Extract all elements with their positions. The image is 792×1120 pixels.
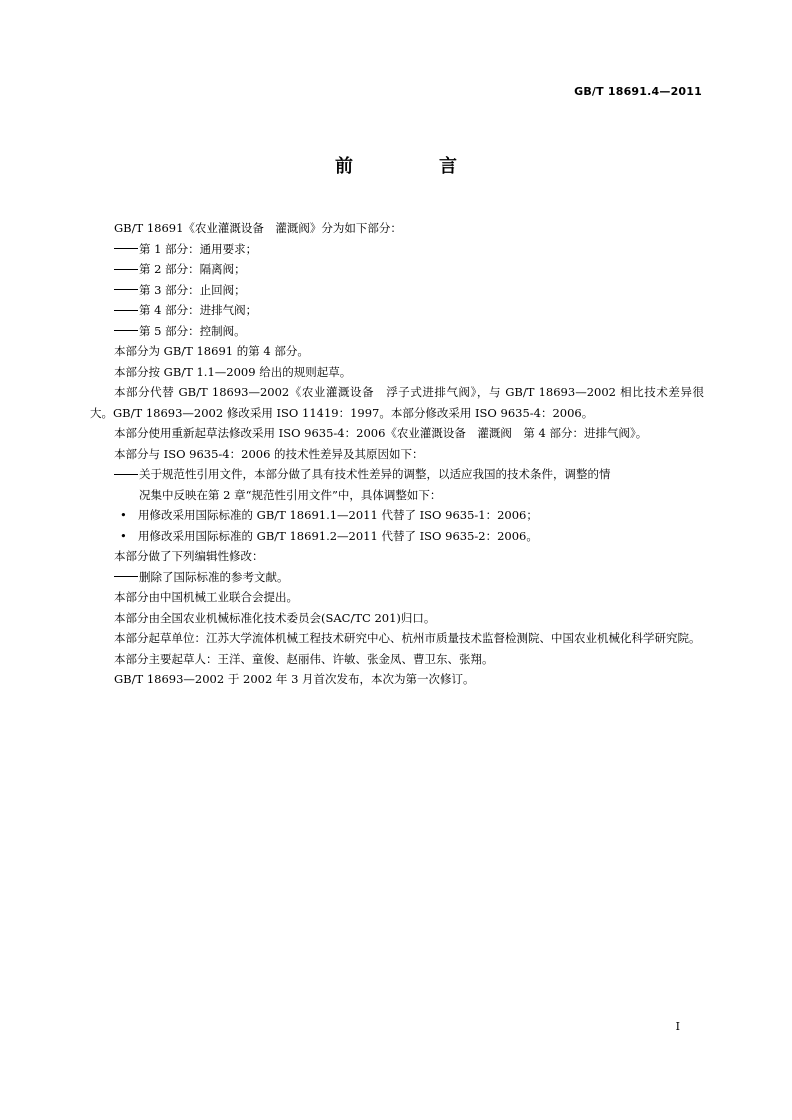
paragraph: 本部分主要起草人：王洋、童俊、赵丽伟、许敏、张金凤、曹卫东、张翔。 bbox=[114, 651, 494, 666]
dash-mark bbox=[114, 310, 138, 311]
dash-mark bbox=[114, 248, 138, 249]
page-title: 前 言 bbox=[335, 156, 491, 177]
bullet-mark: • bbox=[120, 508, 127, 522]
paragraph: 本部分起草单位：江苏大学流体机械工程技术研究中心、杭州市质量技术监督检测院、中国农业机械化科学研究院。 bbox=[114, 631, 701, 645]
paragraph: 本部分使用重新起草法修改采用 ISO 9635-4：2006《农业灌溉设备 灌溉阀 第 4 部分：进排气阀》。 bbox=[114, 426, 648, 440]
paragraph: GB/T 18691《农业灌溉设备 灌溉阀》分为如下部分： bbox=[114, 221, 402, 235]
list-item: 第 2 部分：隔离阀； bbox=[90, 259, 704, 280]
bullet-mark: • bbox=[120, 528, 127, 543]
paragraph: 本部分做了下列编辑性修改： bbox=[114, 549, 264, 563]
list-item: 第 5 部分：控制阀。 bbox=[90, 321, 704, 342]
list-item: 第 4 部分：进排气阀； bbox=[90, 300, 704, 321]
paragraph: 本部分与 ISO 9635-4：2006 的技术性差异及其原因如下： bbox=[114, 446, 424, 461]
dash-mark bbox=[114, 576, 138, 577]
standard-number: GB/T 18691.4—2011 bbox=[574, 85, 702, 98]
page-number: I bbox=[675, 1020, 680, 1033]
dash-mark bbox=[114, 330, 138, 331]
paragraph: GB/T 18693—2002 于 2002 年 3 月首次发布，本次为第一次修订。 bbox=[114, 672, 475, 686]
paragraph: 本部分按 GB/T 1.1—2009 给出的规则起草。 bbox=[114, 364, 352, 379]
list-item: 关于规范性引用文件，本部分做了具有技术性差异的调整，以适应我国的技术条件，调整的情 况集中反映在第 2 章“规范性引用文件”中，具体调整如下： bbox=[90, 464, 704, 505]
paragraph: 本部分由全国农业机械标准化技术委员会(SAC/TC 201)归口。 bbox=[114, 610, 436, 625]
dash-mark bbox=[114, 289, 138, 290]
dash-mark bbox=[114, 269, 138, 270]
list-item: 第 3 部分：止回阀； bbox=[90, 280, 704, 301]
paragraph: 本部分代替 GB/T 18693—2002《农业灌溉设备 浮子式进排气阀》，与 GB/T 18693—2002 相比技术差异很大。GB/T 18693—2002 修改采用 ISO 11419：1997。本部分修改采用 ISO 9635-4：2006。 bbox=[90, 385, 704, 420]
dash-mark bbox=[114, 474, 138, 475]
list-item: 删除了国际标准的参考文献。 bbox=[90, 567, 704, 588]
bullet-item: • 用修改采用国际标准的 GB/T 18691.2—2011 代替了 ISO 9635-2：2006。 bbox=[90, 526, 704, 547]
bullet-item: • 用修改采用国际标准的 GB/T 18691.1—2011 代替了 ISO 9635-1：2006； bbox=[90, 505, 704, 526]
paragraph: 本部分由中国机械工业联合会提出。 bbox=[114, 590, 298, 604]
foreword-body bbox=[90, 218, 704, 690]
paragraph: 本部分为 GB/T 18691 的第 4 部分。 bbox=[114, 344, 309, 358]
list-item: 第 1 部分：通用要求； bbox=[90, 239, 704, 260]
